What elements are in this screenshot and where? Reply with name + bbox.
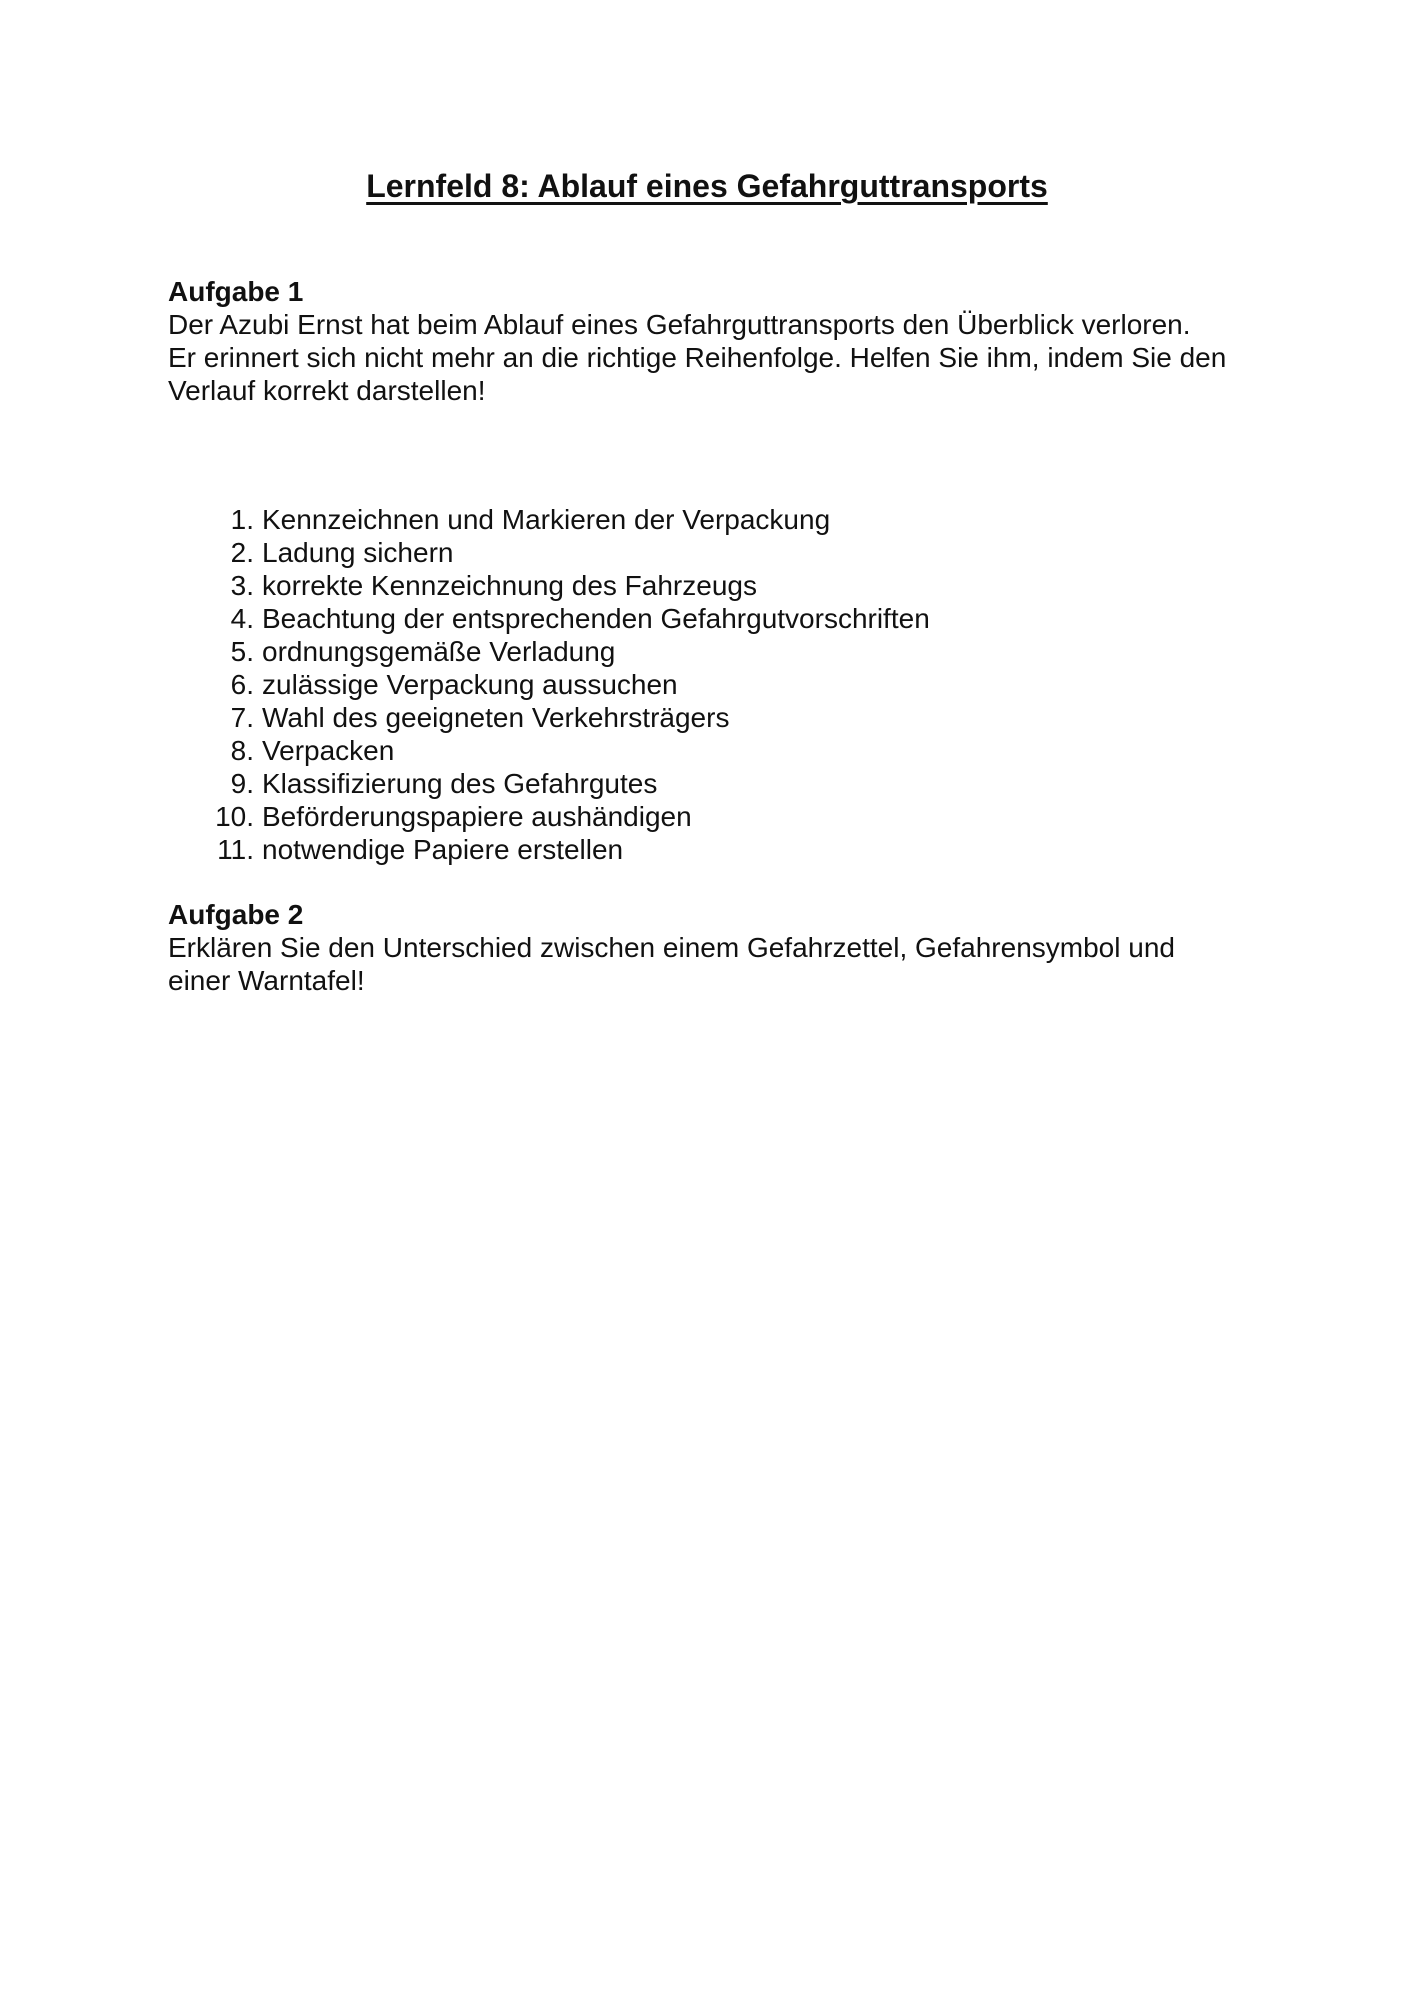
- task-2-section: [168, 898, 1288, 997]
- step-text: Wahl des geeigneten Verkehrsträgers: [262, 702, 730, 733]
- step-number: 11.: [217, 834, 254, 865]
- task-1-line: Er erinnert sich nicht mehr an die richtige Reihenfolge. Helfen Sie ihm, indem Sie den: [168, 342, 1227, 373]
- step-text: korrekte Kennzeichnung des Fahrzeugs: [262, 570, 757, 601]
- step-text: Kennzeichnen und Markieren der Verpackung: [262, 504, 831, 535]
- list-item: [210, 833, 930, 866]
- task-1-heading: Aufgabe 1: [168, 276, 304, 307]
- step-number: 7.: [230, 702, 254, 733]
- step-number: 8.: [230, 735, 254, 766]
- steps-list: [210, 503, 930, 866]
- step-text: notwendige Papiere erstellen: [262, 834, 624, 865]
- list-item: [210, 536, 930, 569]
- page-title: Lernfeld 8: Ablauf eines Gefahrguttransports: [366, 168, 1048, 204]
- step-number: 6.: [230, 669, 254, 700]
- step-number: 2.: [230, 537, 254, 568]
- step-text: Verpacken: [262, 735, 395, 766]
- step-text: Ladung sichern: [262, 537, 454, 568]
- step-number: 5.: [230, 636, 254, 667]
- list-item: [210, 701, 930, 734]
- step-text: Beförderungspapiere aushändigen: [262, 801, 692, 832]
- step-number: 3.: [230, 570, 254, 601]
- task-1-description: [168, 308, 1288, 407]
- task-2-line: Erklären Sie den Unterschied zwischen einem Gefahrzettel, Gefahrensymbol und: [168, 932, 1175, 963]
- list-item: [210, 734, 930, 767]
- step-number: 9.: [230, 768, 254, 799]
- step-text: zulässige Verpackung aussuchen: [262, 669, 678, 700]
- step-number: 1.: [230, 504, 254, 535]
- task-1-line: Der Azubi Ernst hat beim Ablauf eines Gefahrguttransports den Überblick verloren.: [168, 309, 1191, 340]
- list-item: [210, 635, 930, 668]
- step-text: Klassifizierung des Gefahrgutes: [262, 768, 658, 799]
- step-text: Beachtung der entsprechenden Gefahrgutvorschriften: [262, 603, 930, 634]
- list-item: [210, 767, 930, 800]
- list-item: [210, 668, 930, 701]
- step-number: 4.: [230, 603, 254, 634]
- step-number: 10.: [215, 801, 254, 832]
- task-1-section: [168, 275, 1288, 407]
- task-2-heading: Aufgabe 2: [168, 899, 304, 930]
- list-item: [210, 503, 930, 536]
- task-1-line: Verlauf korrekt darstellen!: [168, 375, 486, 406]
- list-item: [210, 602, 930, 635]
- list-item: [210, 800, 930, 833]
- task-2-description: [168, 931, 1288, 997]
- step-text: ordnungsgemäße Verladung: [262, 636, 616, 667]
- task-2-line: einer Warntafel!: [168, 965, 365, 996]
- list-item: [210, 569, 930, 602]
